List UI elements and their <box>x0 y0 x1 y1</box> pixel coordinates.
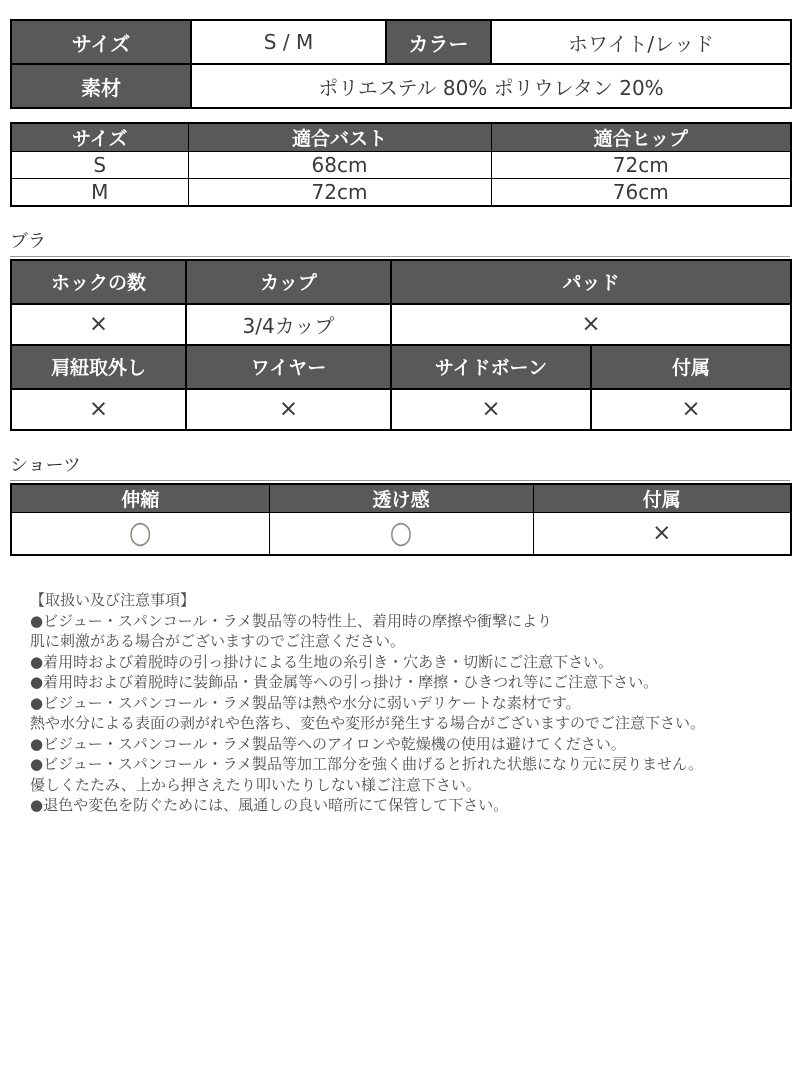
bra-hooks-mark: × <box>88 311 109 337</box>
size-m-bust-cell: 72cm <box>188 179 491 206</box>
care-note-line: 肌に刺激がある場合がございますのでご注意ください。 <box>30 632 406 650</box>
bra-cup-value: 3/4カップ <box>186 304 391 345</box>
size-chart-row-s <box>11 152 791 179</box>
size-m-hip-cell: 76cm <box>491 179 791 206</box>
bra-header-strap: 肩紐取外し <box>11 345 186 389</box>
size-s-cell: S <box>11 152 188 179</box>
shorts-section-title: ショーツ <box>10 451 790 481</box>
bra-hooks-value <box>11 304 186 345</box>
shorts-header-accessory: 付属 <box>533 484 791 513</box>
size-chart-header-hip: 適合ヒップ <box>491 123 791 152</box>
bra-header-sidebone: サイドボーン <box>391 345 591 389</box>
bra-value-row-1 <box>11 304 791 345</box>
shorts-header-row <box>11 484 791 513</box>
color-label-cell: カラー <box>386 20 491 64</box>
care-note-line: ●ビジュー・スパンコール・ラメ製品等の特性上、着用時の摩擦や衝撃により <box>30 611 553 630</box>
size-chart-table <box>10 122 792 207</box>
spec-row-material <box>11 64 791 108</box>
bra-header-cup: カップ <box>186 260 391 304</box>
bra-header-hooks: ホックの数 <box>11 260 186 304</box>
shorts-accessory-value <box>533 512 791 555</box>
bra-header-pad: パッド <box>391 260 791 304</box>
shorts-sheer-mark: ○ <box>389 515 413 551</box>
bra-header-wire: ワイヤー <box>186 345 391 389</box>
care-note-line: ●ビジュー・スパンコール・ラメ製品等は熱や水分に弱いデリケートな素材です。 <box>30 693 581 712</box>
bra-sidebone-value <box>391 389 591 430</box>
color-value-cell: ホワイト/レッド <box>491 20 791 64</box>
care-note-line: 優しくたたみ、上から押さえたり叩いたりしない様ご注意下さい。 <box>30 775 481 794</box>
spec-row-size-color <box>11 20 791 64</box>
bra-value-row-2 <box>11 389 791 430</box>
size-m-cell: M <box>11 179 188 206</box>
size-chart-header-bust: 適合バスト <box>188 123 491 152</box>
care-note-line: ●退色や変色を防ぐためには、風通しの良い暗所にて保管して下さい。 <box>30 796 509 814</box>
bra-wire-mark: × <box>278 396 299 422</box>
care-notes <box>30 590 780 816</box>
size-chart-row-m <box>11 179 791 206</box>
bra-table <box>10 259 792 431</box>
bra-accessory-value <box>591 389 791 430</box>
bra-pad-mark: × <box>581 311 601 337</box>
size-s-bust-cell: 68cm <box>188 152 491 179</box>
shorts-value-row <box>11 512 791 555</box>
care-note-line: ●着用時および着脱時の引っ掛けによる生地の糸引き・穴あき・切断にご注意下さい。 <box>30 652 614 671</box>
bra-header-accessory: 付属 <box>591 345 791 389</box>
size-chart-header-size: サイズ <box>11 123 188 152</box>
care-note-line: ●着用時および着脱時に装飾品・貴金属等への引っ掛け・摩擦・ひきつれ等にご注意下さい。 <box>30 673 659 691</box>
bra-wire-value <box>186 389 391 430</box>
shorts-accessory-mark: × <box>652 520 672 547</box>
material-value-cell: ポリエステル 80% ポリウレタン 20% <box>191 64 791 108</box>
shorts-stretch-value <box>11 512 269 555</box>
care-notes-title: 【取扱い及び注意事項】 <box>30 591 196 609</box>
shorts-table <box>10 483 792 557</box>
bra-header-row-2 <box>11 345 791 389</box>
bra-sidebone-mark: × <box>481 396 501 422</box>
shorts-header-stretch: 伸縮 <box>11 484 269 513</box>
shorts-header-sheer: 透け感 <box>269 484 533 513</box>
shorts-stretch-mark: ○ <box>128 515 152 551</box>
size-chart-header-row <box>11 123 791 152</box>
bra-pad-value <box>391 304 791 345</box>
care-note-line: ●ビジュー・スパンコール・ラメ製品等へのアイロンや乾燥機の使用は避けてください。 <box>30 734 626 753</box>
bra-strap-mark: × <box>88 396 109 422</box>
bra-strap-value <box>11 389 186 430</box>
bra-header-row-1 <box>11 260 791 304</box>
care-note-line: 熱や水分による表面の剥がれや色落ち、変色や変形が発生する場合がございますのでご注意下さい。 <box>30 714 706 732</box>
material-label-cell: 素材 <box>11 64 191 108</box>
care-note-line: ●ビジュー・スパンコール・ラメ製品等加工部分を強く曲げると折れた状態になり元に戻りません。 <box>30 755 703 773</box>
size-s-hip-cell: 72cm <box>491 152 791 179</box>
bra-section-title: ブラ <box>10 227 790 257</box>
size-value-cell: S / M <box>191 20 386 64</box>
bra-accessory-mark: × <box>681 396 701 422</box>
size-label-cell: サイズ <box>11 20 191 64</box>
shorts-sheer-value <box>269 512 533 555</box>
spec-table <box>10 19 792 109</box>
